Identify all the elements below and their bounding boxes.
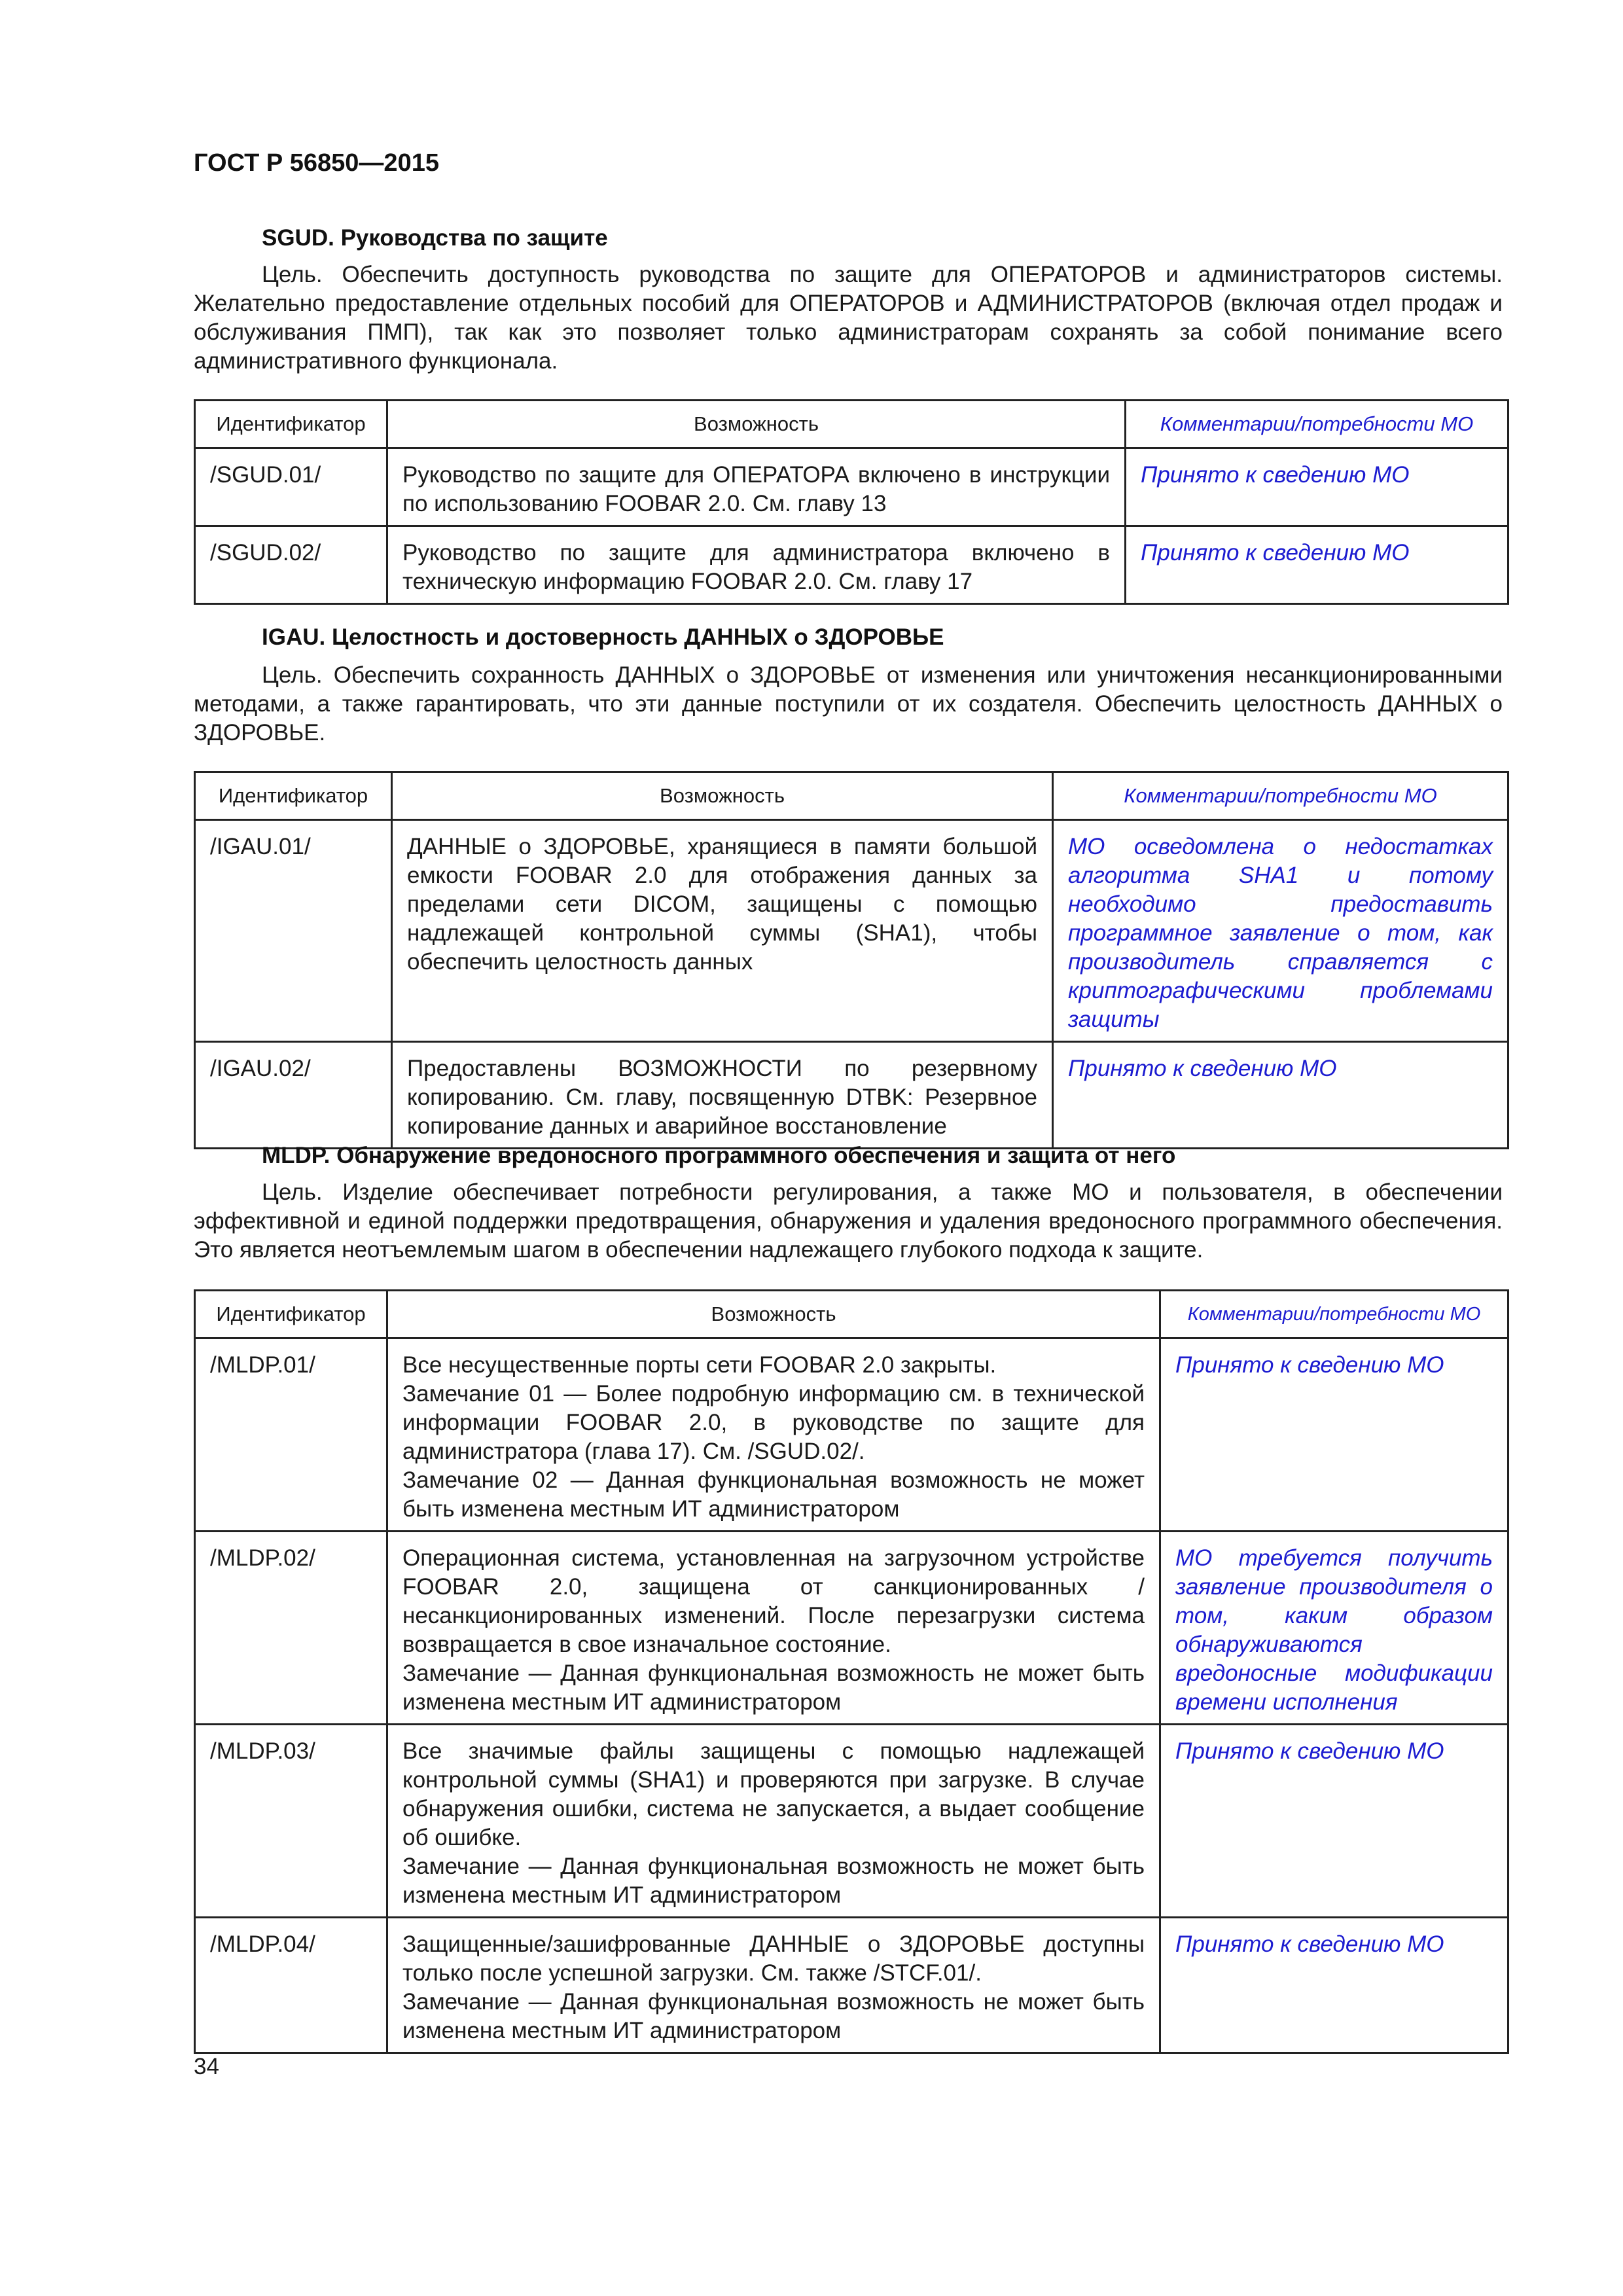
table-row — [195, 1918, 1508, 2053]
table-header-row — [195, 401, 1508, 448]
col-header-capability: Возможность — [387, 401, 1126, 448]
col-header-comment: Комментарии/потребности МО — [1053, 772, 1508, 820]
row-id: /SGUD.02/ — [195, 526, 387, 604]
capability-note: Замечание 01 — Более подробную информацию см. в технической информации FOOBAR 2.0, в руководстве по защите для администратора (глава 17). См. /SGUD.02/. — [402, 1381, 1145, 1464]
col-header-comment: Комментарии/потребности МО — [1160, 1291, 1508, 1338]
section-title-igau: IGAU. Целостность и достоверность ДАННЫХ о ЗДОРОВЬЕ — [262, 624, 944, 650]
row-capability — [387, 1532, 1160, 1725]
row-comment: Принято к сведению МО — [1053, 1042, 1508, 1149]
section-title-mldp: MLDP. Обнаружение вредоносного программного обеспечения и защита от него — [262, 1143, 1176, 1168]
capability-note: Замечание — Данная функциональная возможность не может быть изменена местным ИТ администратором — [402, 1660, 1145, 1715]
standard-header: ГОСТ Р 56850—2015 — [194, 149, 439, 177]
table-row — [195, 1338, 1508, 1532]
table-mldp — [194, 1289, 1509, 2054]
row-capability — [387, 1725, 1160, 1918]
row-comment: Принято к сведению МО — [1160, 1918, 1508, 2053]
row-capability — [392, 1042, 1053, 1149]
row-id: /MLDP.01/ — [195, 1338, 387, 1532]
capability-text: Все несущественные порты сети FOOBAR 2.0 закрыты. — [402, 1352, 997, 1378]
capability-text: Руководство по защите для администратора включено в техническую информацию FOOBAR 2.0. См. главу 17 — [402, 540, 1110, 594]
table-header-row — [195, 1291, 1508, 1338]
table-row — [195, 820, 1508, 1042]
row-comment: Принято к сведению МО — [1160, 1338, 1508, 1532]
row-comment: МО требуется получить заявление производителя о том, каким образом обнаруживаются вредоносные модификации времени исполнения — [1160, 1532, 1508, 1725]
row-comment: МО осведомлена о недостатках алгоритма SHA1 и потому необходимо предоставить программное заявление о том, как производитель справляется с криптографическими проблемами защиты — [1053, 820, 1508, 1042]
capability-note: Замечание — Данная функциональная возможность не может быть изменена местным ИТ администратором — [402, 1854, 1145, 1908]
capability-text: Защищенные/зашифрованные ДАННЫЕ о ЗДОРОВЬЕ доступны только после успешной загрузки. См. также /STCF.01/. — [402, 1931, 1145, 1986]
table-header-row — [195, 772, 1508, 820]
table-row — [195, 1725, 1508, 1918]
row-capability — [387, 1338, 1160, 1532]
row-id: /MLDP.02/ — [195, 1532, 387, 1725]
col-header-capability: Возможность — [387, 1291, 1160, 1338]
row-capability — [387, 1918, 1160, 2053]
capability-text: Все значимые файлы защищены с помощью надлежащей контрольной суммы (SHA1) и проверяются при загрузке. В случае обнаружения ошибки, система не запускается, а выдает сообщение об ошибке. — [402, 1738, 1145, 1850]
row-capability — [387, 448, 1126, 526]
capability-text: Руководство по защите для ОПЕРАТОРА включено в инструкции по использованию FOOBAR 2.0. См. главу 13 — [402, 462, 1110, 516]
capability-note: Замечание 02 — Данная функциональная возможность не может быть изменена местным ИТ администратором — [402, 1467, 1145, 1522]
page-number: 34 — [194, 2054, 219, 2079]
row-capability — [392, 820, 1053, 1042]
capability-note: Замечание — Данная функциональная возможность не может быть изменена местным ИТ администратором — [402, 1989, 1145, 2043]
capability-text: Предоставлены ВОЗМОЖНОСТИ по резервному копированию. См. главу, посвященную DTBK: Резервное копирование данных и аварийное восстановление — [407, 1056, 1037, 1139]
col-header-id: Идентификатор — [195, 772, 392, 820]
row-id: /IGAU.01/ — [195, 820, 392, 1042]
table-igau — [194, 771, 1509, 1149]
table-row — [195, 526, 1508, 604]
capability-text: Операционная система, установленная на загрузочном устройстве FOOBAR 2.0, защищена от санкционированных / несанкционированных изменений. После перезагрузки система возвращается в свое изначальное состояние. — [402, 1545, 1145, 1657]
col-header-comment: Комментарии/потребности МО — [1126, 401, 1508, 448]
row-id: /MLDP.03/ — [195, 1725, 387, 1918]
row-id: /MLDP.04/ — [195, 1918, 387, 2053]
table-row — [195, 448, 1508, 526]
row-comment: Принято к сведению МО — [1160, 1725, 1508, 1918]
section-intro-igau: Цель. Обеспечить сохранность ДАННЫХ о ЗДОРОВЬЕ от изменения или уничтожения несанкционированными методами, а также гарантировать, что эти данные поступили от их создателя. Обеспечить целостность ДАННЫХ о ЗДОРОВЬЕ. — [194, 662, 1503, 745]
row-capability — [387, 526, 1126, 604]
col-header-id: Идентификатор — [195, 401, 387, 448]
section-title-sgud: SGUD. Руководства по защите — [262, 225, 608, 251]
capability-text: ДАННЫЕ о ЗДОРОВЬЕ, хранящиеся в памяти большой емкости FOOBAR 2.0 для отображения данных за пределами сети DICOM, защищены с помощью надлежащей контрольной суммы (SHA1), чтобы обеспечить целостность данных — [407, 834, 1037, 975]
row-id: /SGUD.01/ — [195, 448, 387, 526]
section-intro-mldp: Цель. Изделие обеспечивает потребности регулирования, а также МО и пользователя, в обеспечении эффективной и единой поддержки предотвращения, обнаружения и удаления вредоносного программного обеспечения. Это является неотъемлемым шагом в обеспечении надлежащего глубокого подхода к защите. — [194, 1179, 1503, 1263]
row-comment: Принято к сведению МО — [1126, 526, 1508, 604]
table-sgud — [194, 399, 1509, 605]
row-comment: Принято к сведению МО — [1126, 448, 1508, 526]
col-header-id: Идентификатор — [195, 1291, 387, 1338]
row-id: /IGAU.02/ — [195, 1042, 392, 1149]
col-header-capability: Возможность — [392, 772, 1053, 820]
section-intro-sgud: Цель. Обеспечить доступность руководства по защите для ОПЕРАТОРОВ и администраторов системы. Желательно предоставление отдельных пособий для ОПЕРАТОРОВ и АДМИНИСТРАТОРОВ (включая отдел продаж и обслуживания ПМП), так как это позволяет только администраторам сохранять за собой понимание всего административного функционала. — [194, 262, 1503, 374]
table-row — [195, 1532, 1508, 1725]
table-row — [195, 1042, 1508, 1149]
